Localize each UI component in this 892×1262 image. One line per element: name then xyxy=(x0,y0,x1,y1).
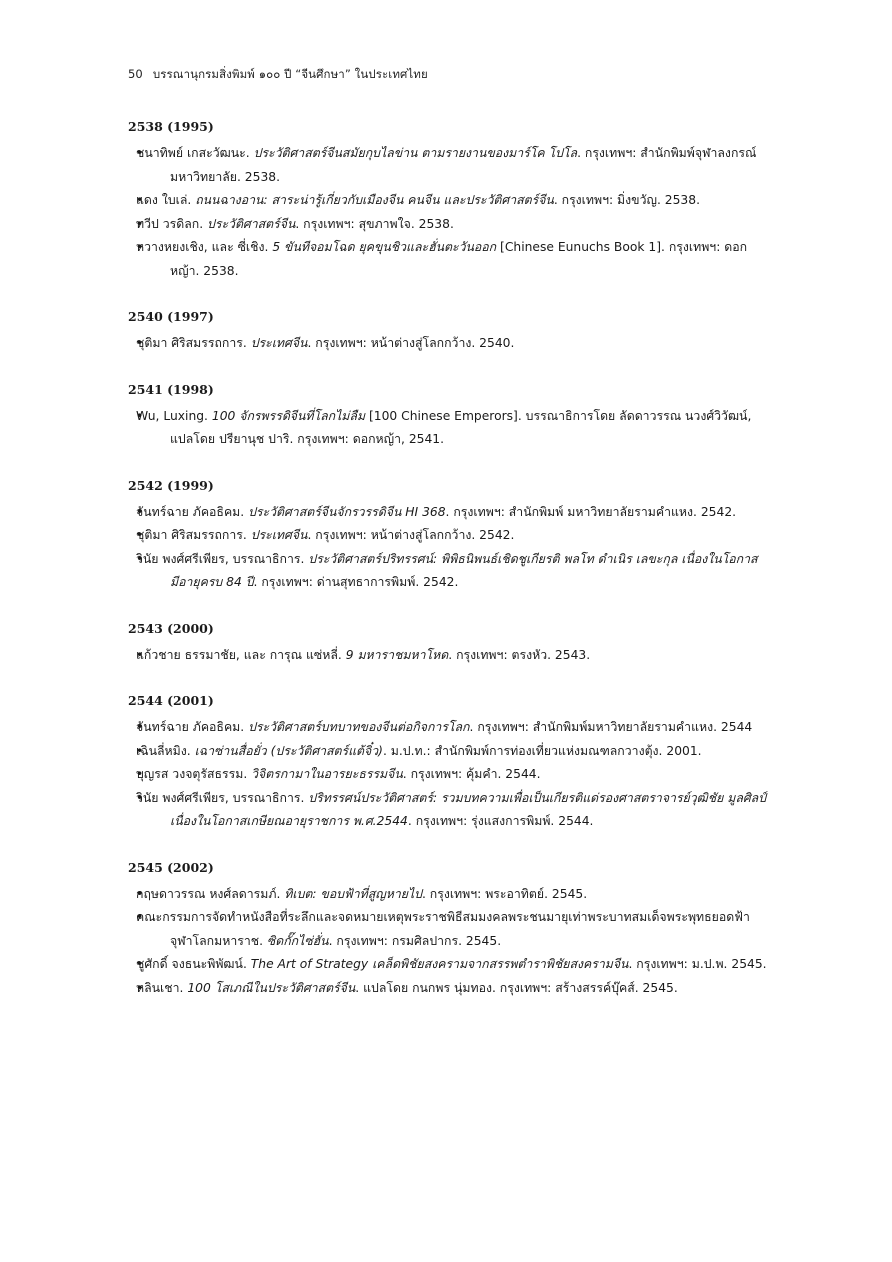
entry-author: แดง ใบเล่. xyxy=(136,193,196,207)
entry-publication: . กรุงเทพฯ: หน้าต่างสู่โลกกว้าง. 2540. xyxy=(307,336,515,350)
entry-title: The Art of Strategy เคล็ดพิชัยสงครามจากสรรพตำราพิชัยสงครามจีน xyxy=(250,957,629,971)
entry-title: 5 ขันทีจอมโฉด ยุคขุนชิวและฮั่นตะวันออก xyxy=(272,240,497,254)
bibliography-entry xyxy=(128,332,768,356)
year-heading: 2544 (2001) xyxy=(128,693,214,708)
entry-title: ซิดกั๊กไซ่ฮั่น xyxy=(266,933,329,948)
entry-publication: [100 Chinese Emperors]. บรรณาธิการโดย ลัดดาวรรณ นวงศ์วิวัฒน์, แปลโดย ปรียานุช ปาริ. กรุงเทพฯ: ดอกหญ้า, 2541. xyxy=(170,408,752,446)
entry-author: ชนาทิพย์ เกสะวัฒนะ. xyxy=(136,146,254,160)
running-head xyxy=(128,66,428,84)
year-section xyxy=(128,475,768,595)
bibliography-entry xyxy=(128,883,768,907)
bibliography-entry xyxy=(128,142,768,189)
entry-publication: . กรุงเทพฯ: สำนักพิมพ์จุฬาลงกรณ์มหาวิทยาลัย. 2538. xyxy=(170,146,757,184)
entry-list xyxy=(128,405,768,452)
entry-author: หลินเชา. xyxy=(136,980,188,995)
bibliography-entry xyxy=(128,716,768,740)
entry-title: ทิเบต: ขอบฟ้าที่สูญหายไป xyxy=(284,886,422,901)
bibliography-entry xyxy=(128,501,768,525)
entry-list xyxy=(128,644,768,668)
entry-author: กฤษดาวรรณ หงศ์ลดารมภ์. xyxy=(136,886,285,901)
entry-author: หวางหยงเชิง, และ ซี่เชิง. xyxy=(136,240,273,254)
entry-publication: . กรุงเทพฯ: สุขภาพใจ. 2538. xyxy=(295,216,454,231)
year-section xyxy=(128,306,768,356)
entry-author: บุญรส วงจตุรัสธรรม. xyxy=(136,767,252,781)
entry-publication: . แปลโดย กนกพร นุ่มทอง. กรุงเทพฯ: สร้างสรรค์บุ๊คส์. 2545. xyxy=(355,980,678,995)
bibliography-entry xyxy=(128,524,768,548)
entry-publication: . ม.ป.ท.: สำนักพิมพ์การท่องเที่ยวแห่งมณฑลกวางตุ้ง. 2001. xyxy=(382,743,702,758)
entry-list xyxy=(128,142,768,283)
entry-title: 9 มหาราชมหาโหด xyxy=(345,647,449,662)
year-heading: 2541 (1998) xyxy=(128,381,214,397)
entry-author: ชูศักดิ์ จงธนะพิพัฒน์. xyxy=(136,957,251,971)
entry-title: ประเทศจีน xyxy=(250,336,308,350)
entry-publication: . กรุงเทพฯ: สำนักพิมพ์มหาวิทยาลัยรามคำแหง. 2544 xyxy=(469,720,753,734)
page-number: 50 xyxy=(128,67,143,81)
entry-author: แก้วชาย ธรรมาชัย, และ การุณ แซ่หลี่. xyxy=(136,647,346,662)
entry-author: วินัย พงศ์ศรีเพียร, บรรณาธิการ. xyxy=(136,551,309,566)
entry-author: จันทร์ฉาย ภัคอธิคม. xyxy=(136,720,249,734)
running-title: บรรณานุกรมสิ่งพิมพ์ ๑๐๐ ปี “จีนศึกษา” ในประเทศไทย xyxy=(152,67,428,81)
entry-publication: . กรุงเทพฯ: มิ่งขวัญ. 2538. xyxy=(553,193,700,207)
entry-author: คณะกรรมการจัดทำหนังสือที่ระลึกและจดหมายเหตุพระราชพิธีสมมงคลพระชนมายุเท่าพระบาทสมเด็จพระพุทธยอดฟ้าจุฬาโลกมหาราช. xyxy=(136,910,750,948)
entry-list xyxy=(128,883,768,1001)
entry-title: ปริทรรศน์ประวัติศาสตร์: รวมบทความเพื่อเป็นเกียรติแด่รองศาสตราจารย์วุฒิชัย มูลศิลป์ เนื่องในโอกาสเกษียณอายุราชการ พ.ศ.2544 xyxy=(170,790,767,828)
year-heading: 2543 (2000) xyxy=(128,620,214,636)
entry-title: ประเทศจีน xyxy=(250,528,308,542)
entry-author: ทวีป วรดิลก. xyxy=(136,216,208,231)
year-heading: 2538 (1995) xyxy=(128,119,214,134)
entry-title: ประวัติศาสตร์บทบาทของจีนต่อกิจการโลก xyxy=(248,720,470,734)
bibliography-entry xyxy=(128,405,768,452)
entry-author: จันทร์ฉาย ภัคอธิคม. xyxy=(136,504,249,519)
bibliography-entry xyxy=(128,740,768,764)
entry-author: ชุติมา ศิริสมรรถการ. xyxy=(136,528,251,542)
year-section xyxy=(128,116,768,283)
entry-title: เฉาซ่านสื่อยั่ว (ประวัติศาสตร์แต้จิ๋ว) xyxy=(194,743,383,758)
entry-publication: . กรุงเทพฯ: ด่านสุทธาการพิมพ์. 2542. xyxy=(253,575,459,589)
year-section xyxy=(128,857,768,1001)
entry-publication: . กรุงเทพฯ: ม.ป.พ. 2545. xyxy=(628,957,767,971)
entry-publication: . กรุงเทพฯ: กรมศิลปากร. 2545. xyxy=(328,933,502,948)
entry-publication: . กรุงเทพฯ: สำนักพิมพ์ มหาวิทยาลัยรามคำแหง. 2542. xyxy=(445,504,737,519)
year-section xyxy=(128,618,768,668)
entry-list xyxy=(128,716,768,834)
entry-title: วิจิตรกามาในอารยะธรรมจีน xyxy=(251,767,403,781)
entry-publication: . กรุงเทพฯ: ตรงหัว. 2543. xyxy=(448,647,591,662)
bibliography-entry xyxy=(128,953,768,977)
bibliography-entry xyxy=(128,236,768,283)
entry-title: ประวัติศาสตร์จีน xyxy=(207,216,296,231)
entry-title: 100 จักรพรรดิจีนที่โลกไม่ลืม xyxy=(211,408,366,423)
entry-author: ชุติมา ศิริสมรรถการ. xyxy=(136,336,251,350)
bibliography-entry xyxy=(128,906,768,953)
entry-author: Wu, Luxing. xyxy=(136,408,212,423)
entry-list xyxy=(128,332,768,356)
entry-title: ประวัติศาสตร์จีนสมัยกุบไลข่าน ตามรายงานของมาร์โค โปโล xyxy=(253,146,578,160)
entry-publication: . กรุงเทพฯ: คุ้มคำ. 2544. xyxy=(402,767,541,781)
bibliography-entry xyxy=(128,213,768,237)
bibliography-entry xyxy=(128,548,768,595)
entry-title: ถนนฉางอาน: สาระน่ารู้เกี่ยวกับเมืองจีน คนจีน และประวัติศาสตร์จีน xyxy=(195,193,554,207)
entry-title: 100 โสเภณีในประวัติศาสตร์จีน xyxy=(187,980,356,995)
year-heading: 2540 (1997) xyxy=(128,309,214,324)
bibliography-entry xyxy=(128,787,768,834)
bibliography-entry xyxy=(128,763,768,787)
entry-publication: [Chinese Eunuchs Book 1]. กรุงเทพฯ: ดอกหญ้า. 2538. xyxy=(170,240,748,278)
entry-publication: . กรุงเทพฯ: พระอาทิตย์. 2545. xyxy=(421,886,588,901)
year-section xyxy=(128,379,768,452)
bibliography-entry xyxy=(128,977,768,1001)
bibliography-entry xyxy=(128,644,768,668)
year-heading: 2542 (1999) xyxy=(128,477,214,493)
bibliography-entry xyxy=(128,189,768,213)
year-heading: 2545 (2002) xyxy=(128,859,214,875)
entry-publication: . กรุงเทพฯ: รุ่งแสงการพิมพ์. 2544. xyxy=(407,814,594,828)
year-section xyxy=(128,690,768,834)
entry-title: ประวัติศาสตร์จีนจักรวรรดิจีน HI 368 xyxy=(248,504,446,519)
entry-list xyxy=(128,501,768,595)
entry-author: วินัย พงศ์ศรีเพียร, บรรณาธิการ. xyxy=(136,790,309,805)
entry-title: ประวัติศาสตร์ปริทรรศน์: พิพิธนิพนธ์เชิดชูเกียรติ พลโท ดำเนิร เลขะกุล เนื่องในโอกาสมีอายุครบ 84 ปี xyxy=(170,551,758,589)
entry-author: เฉินลี่หมิง. xyxy=(136,743,195,758)
entry-publication: . กรุงเทพฯ: หน้าต่างสู่โลกกว้าง. 2542. xyxy=(307,528,515,542)
bibliography-content xyxy=(128,116,768,1023)
